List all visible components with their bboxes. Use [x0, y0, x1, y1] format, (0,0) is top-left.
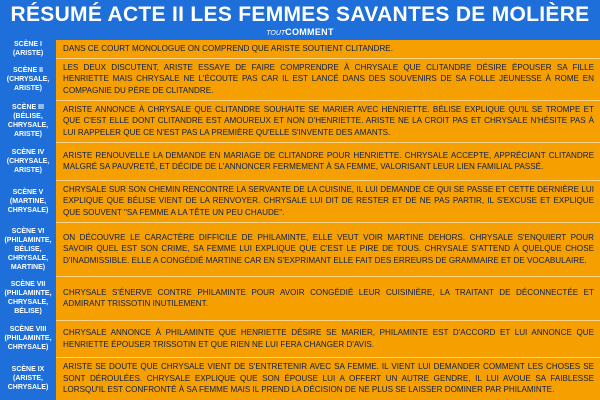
scene-row: [0, 276, 600, 321]
scene-label: SCÈNE V (MARTINE, CHRYSALE): [0, 180, 56, 222]
scene-label: SCÈNE VI (PHILAMINTE, BÉLISE, CHRYSALE, MARTINE): [0, 222, 56, 276]
scene-label: SCÈNE III (BÉLISE, CHRYSALE, ARISTE): [0, 100, 56, 142]
scene-summary: LES DEUX DISCUTENT, ARISTE ESSAYE DE FAIRE COMPRENDRE À CHRYSALE QUE CLITANDRE DÉSIRE ÉPOUSER SA FILLE HENRIETTE MAIS CHRYSALE NE L'ÉCOUTE PAS CAR IL EST LANCÉ DANS DES SOUVENIRS DE SA FOLLE JEUNESSE À ROME EN COMPAGNIE DU PÈRE DE CLITANDRE.: [63, 62, 594, 95]
scene-label: SCÈNE VIII (PHILAMINTE, CHRYSALE): [0, 320, 56, 357]
scene-row: [0, 320, 600, 358]
scene-row: [0, 180, 600, 223]
scene-row: [0, 222, 600, 277]
scene-summary: ON DÉCOUVRE LE CARACTÈRE DIFFICILE DE PHILAMINTE, ELLE VEUT VOIR MARTINE DEHORS. CHRYSALE S'ENQUIERT POUR SAVOIR QUEL EST SON CRIME, SA FEMME LUI EXPLIQUE QUE C'EST LE PIRE DE TOUS. CHRYSALE S'ATTEND À QUELQUE CHOSE D'INADMISSIBLE. ELLE A CONGÉDIÉ MARTINE CAR EN S'EXPRIMANT ELLE FAIT DES ERREURS DE GRAMMAIRE ET DE VOCABULAIRE.: [63, 232, 594, 265]
scene-row: [0, 142, 600, 181]
scene-row: [0, 40, 600, 59]
scene-row: [0, 58, 600, 101]
scene-label: SCÈNE IV (CHRYSALE, ARISTE): [0, 142, 56, 180]
page-title: RÉSUMÉ ACTE II LES FEMMES SAVANTES DE MOLIÈRE: [10, 3, 590, 26]
scene-summary: ARISTE SE DOUTE QUE CHRYSALE VIENT DE S'ENTRETENIR AVEC SA FEMME. IL VIENT LUI DEMANDER COMMENT LES CHOSES SE SONT DÉROULÉES. CHRYSALE EXPLIQUE QUE SON ÉPOUSE LUI A OFFERT UN AUTRE GENDRE, IL LUI AVOUE SA FAIBLESSE LORSQU'IL EST CONFRONTÉ À SA FEMME MAIS IL PREND LA DÉCISION DE NE PLUS SE LAISSER DOMINER PAR PHILAMINTE.: [63, 362, 594, 395]
scene-summary: DANS CE COURT MONOLOGUE ON COMPREND QUE ARISTE SOUTIENT CLITANDRE.: [63, 44, 393, 54]
scene-row: [0, 357, 600, 400]
scene-label: SCÈNE VII (PHILAMINTE, CHRYSALE, BÉLISE): [0, 276, 56, 320]
scene-summary: CHRYSALE ANNONCE À PHILAMINTE QUE HENRIETTE DÉSIRE SE MARIER, PHILAMINTE EST D'ACCORD ET LUI ANNONCE QUE HENRIETTE ÉPOUSER TRISSOTIN ET QUE RIEN NE LUI FERA CHANGER D'AVIS.: [63, 328, 594, 349]
scene-label: SCÈNE II (CHRYSALE, ARISTE): [0, 58, 56, 100]
header-banner: [0, 0, 600, 40]
brand-logo-part2: COMMENT: [285, 27, 334, 37]
scene-summary: CHRYSALE SUR SON CHEMIN RENCONTRE LA SERVANTE DE LA CUISINE, IL LUI DEMANDE CE QUI SE PASSE ET CETTE DERNIÈRE LUI EXPLIQUE QUE BÉLISE VIENT DE LA RENVOYER. CHRYSALE LUI DIT DE RESTER ET DE NE PAS PARTIR, IL S'EXCUSE ET EXPLIQUE QUE SOUVENT "SA FEMME A LA TÊTE UN PEU CHAUDE".: [63, 184, 594, 217]
scene-summary: CHRYSALE S'ÉNERVE CONTRE PHILAMINTE POUR AVOIR CONGÉDIÉ LEUR CUISINIÈRE, LA TRAITANT DE DÉCONNECTÉE ET ADMIRANT TRISSOTIN INUTILEMENT.: [63, 287, 594, 308]
scene-summary: ARISTE ANNONCE À CHRYSALE QUE CLITANDRE SOUHAITE SE MARIER AVEC HENRIETTE. BÉLISE EXPLIQUE QU'IL SE TROMPE ET QUE C'EST ELLE DONT CLITANDRE EST AMOUREUX ET NON D'HENRIETTE. ARISTE NE LA CROIT PAS ET CHRYSALE N'HÉSITE PAS À LUI RAPPELER QUE CE N'EST PAS LA PREMIÈRE QU'ELLE S'INVENTE DES AMANTS.: [63, 104, 594, 137]
brand-logo: [0, 27, 600, 37]
scenes-table: [0, 40, 600, 400]
brand-logo-part1: TOUT: [266, 30, 286, 37]
scene-label: SCÈNE IX (ARISTE, CHRYSALE): [0, 357, 56, 400]
scene-label: SCÈNE I (ARISTE): [0, 40, 56, 58]
scene-summary: ARISTE RENOUVELLE LA DEMANDE EN MARIAGE DE CLITANDRE POUR HENRIETTE. CHRYSALE ACCEPTE, APPRÉCIANT CLITANDRE MALGRÉ SA PAUVRETÉ, ET DÉCIDE DE L'ANNONCER FERMEMENT À SA FEMME, VALORISANT LEUR LIEN FAMILIAL PASSÉ.: [63, 150, 594, 171]
scene-row: [0, 100, 600, 143]
